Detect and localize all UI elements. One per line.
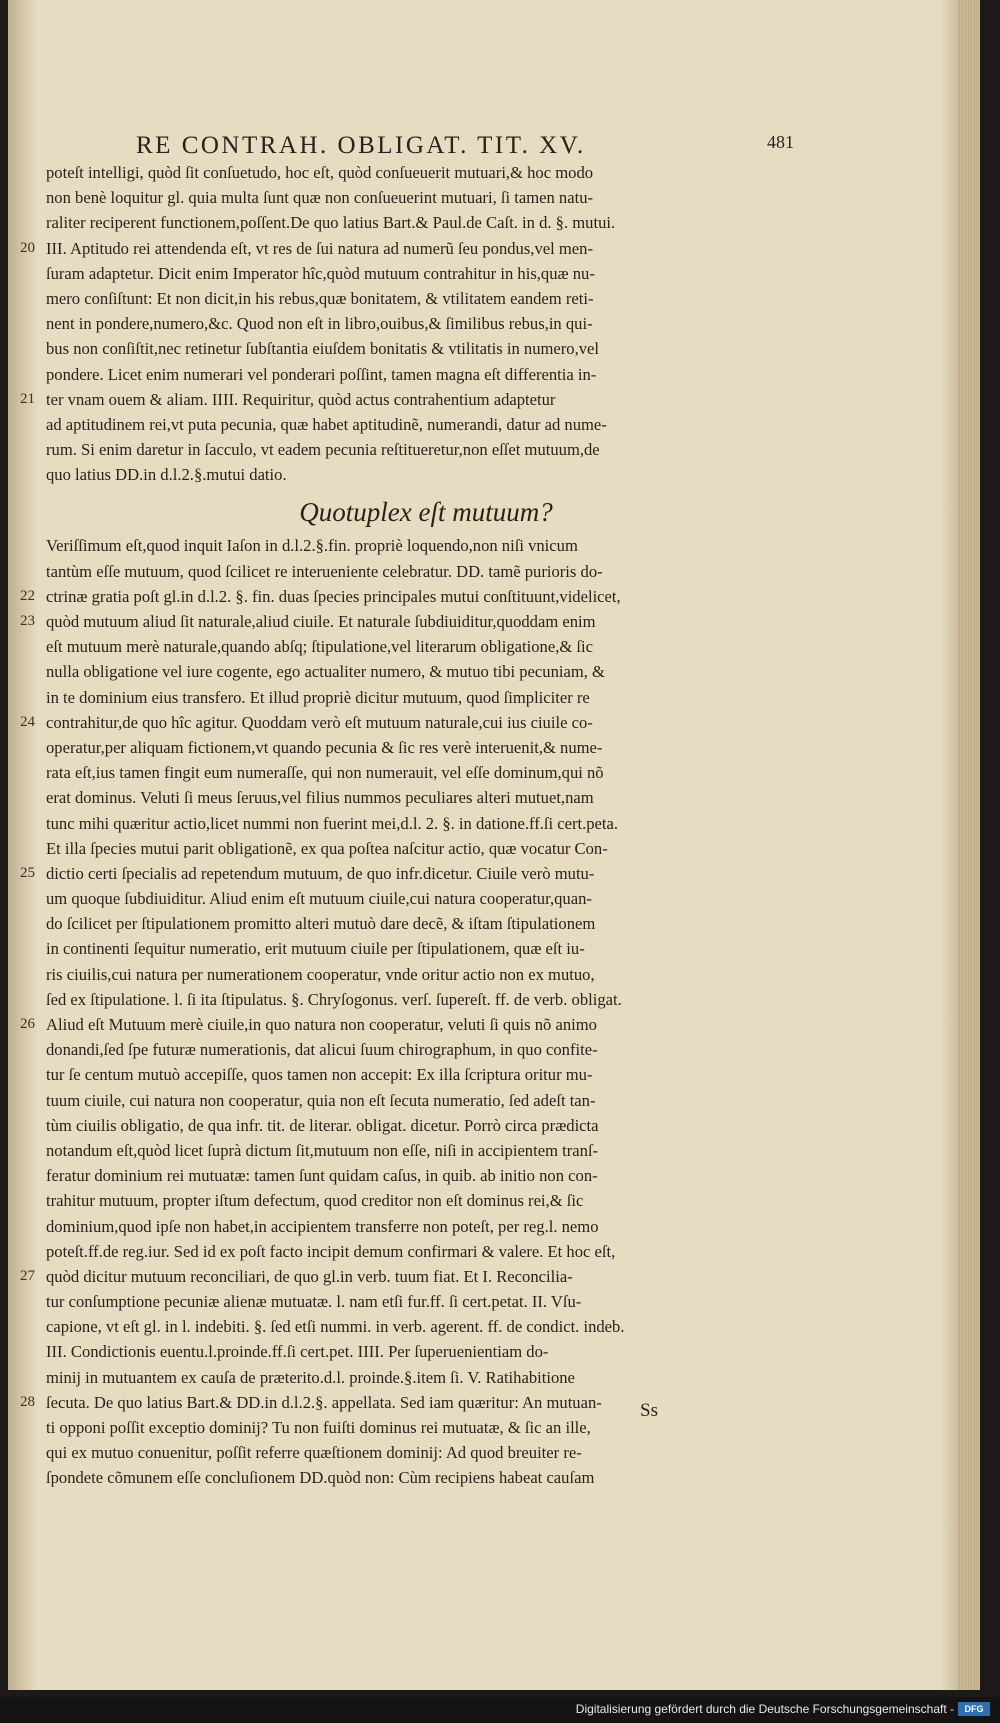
- line-text: quòd dicitur mutuum reconciliari, de quo gl.in verb. tuum fiat. Et I. Reconcilia-: [46, 1266, 573, 1286]
- line-text: rum. Si enim daretur in ſacculo, vt eadem pecunia reſtitueretur,non eſſet mutuum,de: [46, 440, 600, 460]
- running-head: RE CONTRAH. OBLIGAT. TIT. XV.: [136, 132, 586, 159]
- line-text: ſed ex ſtipulatione. l. ſi ita ſtipulatus. §. Chryſogonus. verſ. ſupereſt. ff. de verb. obligat.: [46, 989, 622, 1009]
- text-line: [46, 1289, 806, 1314]
- line-text: ſuram adaptetur. Dicit enim Imperator hîc,quòd mutuum contrahitur in his,quæ nu-: [46, 263, 595, 283]
- text-line: [46, 261, 806, 286]
- text-line: [46, 735, 806, 760]
- line-text: poteſt intelligi, quòd ſit conſuetudo, hoc eſt, quòd conſueuerit mutuari,& hoc modo: [46, 163, 594, 182]
- text-line: [46, 160, 806, 185]
- text-line: [46, 936, 806, 961]
- line-text: Veriſſimum eſt,quod inquit Iaſon in d.l.2.§.fin. propriè loquendo,non niſi vnicum: [46, 536, 578, 556]
- body-text: [20, 160, 806, 1491]
- text-line: [46, 1113, 806, 1138]
- text-line: [46, 462, 806, 487]
- line-text: eſt mutuum merè naturale,quando abſq; ſtipulatione,vel literarum obligatione,& ſic: [46, 637, 593, 657]
- line-text: contrahitur,de quo hîc agitur. Quoddam verò eſt mutuum naturale,cui ius ciuile co-: [46, 712, 593, 732]
- text-line: [46, 811, 806, 836]
- text-line: [20, 1012, 806, 1037]
- text-line: [46, 1314, 806, 1339]
- margin-number: 22: [20, 587, 35, 604]
- text-line: [20, 584, 806, 609]
- text-line: [46, 962, 806, 987]
- signature-mark: Ss: [640, 1400, 658, 1421]
- funding-notice: Digitalisierung gefördert durch die Deutsche Forschungsgemeinschaft -: [575, 1702, 954, 1716]
- margin-number: 28: [20, 1393, 35, 1410]
- line-text: ctrinæ gratia poſt gl.in d.l.2. §. fin. duas ſpecies principales mutui conſtituunt,videlicet,: [46, 586, 621, 606]
- line-text: tur conſumptione pecuniæ alienæ mutuatæ. l. nam etſi fur.ff. ſi cert.petat. II. Vſu-: [46, 1292, 582, 1312]
- text-line: [46, 634, 806, 659]
- text-line: [46, 659, 806, 684]
- line-text: tantùm eſſe mutuum, quod ſcilicet re interueniente celebratur. DD. tamẽ purioris do-: [46, 561, 603, 581]
- text-line: [46, 1214, 806, 1239]
- text-line: [46, 533, 806, 558]
- dfg-logo-icon: DFG: [958, 1702, 990, 1716]
- text-line: [46, 685, 806, 710]
- line-text: pondere. Licet enim numerari vel ponderari poſſint, tamen magna eſt differentia in-: [46, 364, 597, 384]
- line-text: ſpondete cõmunem eſſe concluſionem DD.quòd non: Cùm recipiens habeat cauſam: [46, 1468, 595, 1488]
- text-line: [46, 1088, 806, 1113]
- text-line: [46, 559, 806, 584]
- line-text: III. Condictionis euentu.l.proinde.ff.ſi cert.pet. IIII. Per ſuperuenientiam do-: [46, 1342, 549, 1362]
- line-text: tuum ciuile, cui natura non cooperatur, quia non eſt ſecuta numeratio, ſed adeſt tan-: [46, 1090, 596, 1110]
- text-line: [46, 1465, 806, 1490]
- line-text: ſecuta. De quo latius Bart.& DD.in d.l.2.§. appellata. Sed iam quæritur: An mutuan-: [46, 1392, 602, 1412]
- line-text: tùm ciuilis obligatio, de qua infr. tit. de literar. obligat. dicetur. Porrò circa prædicta: [46, 1115, 599, 1135]
- line-text: um quoque ſubdiuiditur. Aliud enim eſt mutuum ciuile,cui natura cooperatur,quan-: [46, 889, 592, 909]
- text-line: [46, 412, 806, 437]
- text-line: [20, 1264, 806, 1289]
- margin-number: 27: [20, 1267, 35, 1284]
- text-line: [46, 1339, 806, 1364]
- page-number: 481: [767, 132, 794, 152]
- text-line: [46, 362, 806, 387]
- line-text: ter vnam ouem & aliam. IIII. Requiritur, quòd actus contrahentium adaptetur: [46, 389, 556, 409]
- line-text: donandi,ſed ſpe futuræ numerationis, dat alicui ſuum chirographum, in quo confite-: [46, 1040, 598, 1060]
- text-line: [20, 609, 806, 634]
- line-text: bus non conſiſtit,nec retinetur ſubſtantia eiuſdem bonitatis & vtilitatis in numero,vel: [46, 339, 600, 359]
- text-line: [46, 1239, 806, 1264]
- text-line: [20, 236, 806, 261]
- text-line: [20, 387, 806, 412]
- text-block-top: [20, 160, 806, 487]
- margin-number: 23: [20, 613, 35, 629]
- text-line: [20, 1390, 806, 1415]
- text-line: [46, 1440, 806, 1465]
- text-line: [46, 987, 806, 1012]
- text-line: [46, 336, 806, 361]
- text-line: [46, 785, 806, 810]
- line-text: nent in pondere,numero,&c. Quod non eſt in libro,ouibus,& ſimilibus rebus,in qui-: [46, 314, 593, 334]
- line-text: nulla obligatione vel iure cogente, ego actualiter numero, & mutuo tibi pecuniam, &: [46, 662, 605, 682]
- text-line: [46, 886, 806, 911]
- line-text: tur ſe centum mutuò accepiſſe, quos tamen non accepit: Ex illa ſcriptura oritur mu-: [46, 1065, 593, 1085]
- line-text: in te dominium eius transfero. Et illud propriè dicitur mutuum, quod ſimpliciter re: [46, 687, 590, 707]
- line-text: ad aptitudinem rei,vt puta pecunia, quæ habet aptitudinẽ, numerandi, datur ad nume-: [46, 414, 607, 434]
- text-line: [46, 1365, 806, 1390]
- text-line: [46, 1138, 806, 1163]
- line-text: do ſcilicet per ſtipulationem promitto alteri mutuò dare decẽ, & iſtam ſtipulationem: [46, 914, 596, 934]
- line-text: mero conſiſtunt: Et non dicit,in his rebus,quæ bonitatem, & vtilitatem eandem reti-: [46, 288, 594, 308]
- text-line: [46, 185, 806, 210]
- line-text: feratur dominium rei mutuatæ: tamen ſunt quidam caſus, in quib. ab initio non con-: [46, 1166, 598, 1186]
- text-line: [46, 311, 806, 336]
- line-text: in continenti ſequitur numeratio, erit mutuum ciuile per ſtipulationem, quæ eſt iu-: [46, 939, 585, 959]
- margin-number: 24: [20, 713, 35, 730]
- line-text: erat dominus. Veluti ſi meus ſeruus,vel filius nummos peculiares alteri mutuet,nam: [46, 788, 594, 808]
- margin-number: 25: [20, 864, 35, 881]
- line-text: quòd mutuum aliud ſit naturale,aliud ciuile. Et naturale ſubdiuiditur,quoddam enim: [46, 612, 596, 631]
- line-text: ris ciuilis,cui natura per numerationem cooperatur, vnde oritur actio non ex mutuo,: [46, 964, 595, 984]
- line-text: capione, vt eſt gl. in l. indebiti. §. ſed etſi nummi. in verb. agerent. ff. de condict. indeb.: [46, 1317, 625, 1337]
- line-text: rata eſt,ius tamen fingit eum numeraſſe, qui non numerauit, vel eſſe dominum,qui nõ: [46, 763, 604, 783]
- text-line: [46, 437, 806, 462]
- line-text: non benè loquitur gl. quia multa ſunt quæ non conſueuerint mutuari, ſi tamen natu-: [46, 188, 594, 208]
- line-text: dictio certi ſpecialis ad repetendum mutuum, de quo infr.dicetur. Ciuile verò mutu-: [46, 863, 595, 883]
- line-text: raliter reciperent functionem,poſſent.De quo latius Bart.& Paul.de Caſt. in d. §. mutui.: [46, 213, 616, 233]
- text-line: [46, 911, 806, 936]
- text-line: [46, 836, 806, 861]
- text-line: [46, 760, 806, 785]
- margin-number: 21: [20, 390, 35, 407]
- line-text: ti opponi poſſit exceptio dominij? Tu non fuiſti dominus rei mutuatæ, & ſic an ille,: [46, 1418, 591, 1437]
- text-line: [20, 710, 806, 735]
- text-line: [46, 286, 806, 311]
- line-text: Et illa ſpecies mutui parit obligationẽ, ex qua poſtea naſcitur actio, quæ vocatur Con-: [46, 838, 608, 858]
- page-header: [136, 132, 794, 162]
- text-line: [46, 1163, 806, 1188]
- line-text: operatur,per aliquam fictionem,vt quando pecunia & ſic res verè interuenit,& nume-: [46, 737, 603, 757]
- text-line: [46, 1037, 806, 1062]
- line-text: dominium,quod ipſe non habet,in accipientem transferre non poteſt, per reg.l. nemo: [46, 1216, 599, 1236]
- line-text: trahitur mutuum, propter iſtum defectum, quod creditor non eſt dominus rei,& ſic: [46, 1191, 584, 1211]
- book-page: [8, 0, 980, 1690]
- section-heading: Quotuplex eſt mutuum?: [299, 497, 553, 528]
- line-text: qui ex mutuo conuenitur, poſſit referre quæſtionem dominij: Ad quod breuiter re-: [46, 1443, 582, 1463]
- line-text: tunc mihi quæritur actio,licet nummi non fuerint mei,d.l. 2. §. in datione.ff.ſi cert.peta.: [46, 813, 619, 833]
- text-line: [46, 210, 806, 235]
- line-text: quo latius DD.in d.l.2.§.mutui datio.: [46, 465, 287, 485]
- text-line: [46, 1062, 806, 1087]
- text-line: [46, 1188, 806, 1213]
- text-block-bottom: [20, 533, 806, 1490]
- text-line: [46, 1415, 806, 1440]
- page-fore-edge: [958, 0, 980, 1690]
- margin-number: 20: [20, 239, 35, 256]
- line-text: poteſt.ff.de reg.iur. Sed id ex poſt facto incipit demum confirmari & valere. Et hoc eſt,: [46, 1241, 616, 1261]
- line-text: notandum eſt,quòd licet ſuprà dictum ſit,mutuum non eſſe, niſi in accipientem tranſ-: [46, 1140, 599, 1160]
- line-text: minij in mutuantem ex cauſa de præterito.d.l. proinde.§.item ſi. V. Ratihabitione: [46, 1367, 575, 1387]
- text-line: [20, 861, 806, 886]
- footer-bar: [0, 1697, 1000, 1723]
- line-text: Aliud eſt Mutuum merè ciuile,in quo natura non cooperatur, veluti ſi quis nõ animo: [46, 1015, 597, 1034]
- line-text: III. Aptitudo rei attendenda eſt, vt res de ſui natura ad numerũ ſeu pondus,vel men-: [46, 238, 593, 258]
- margin-number: 26: [20, 1016, 35, 1032]
